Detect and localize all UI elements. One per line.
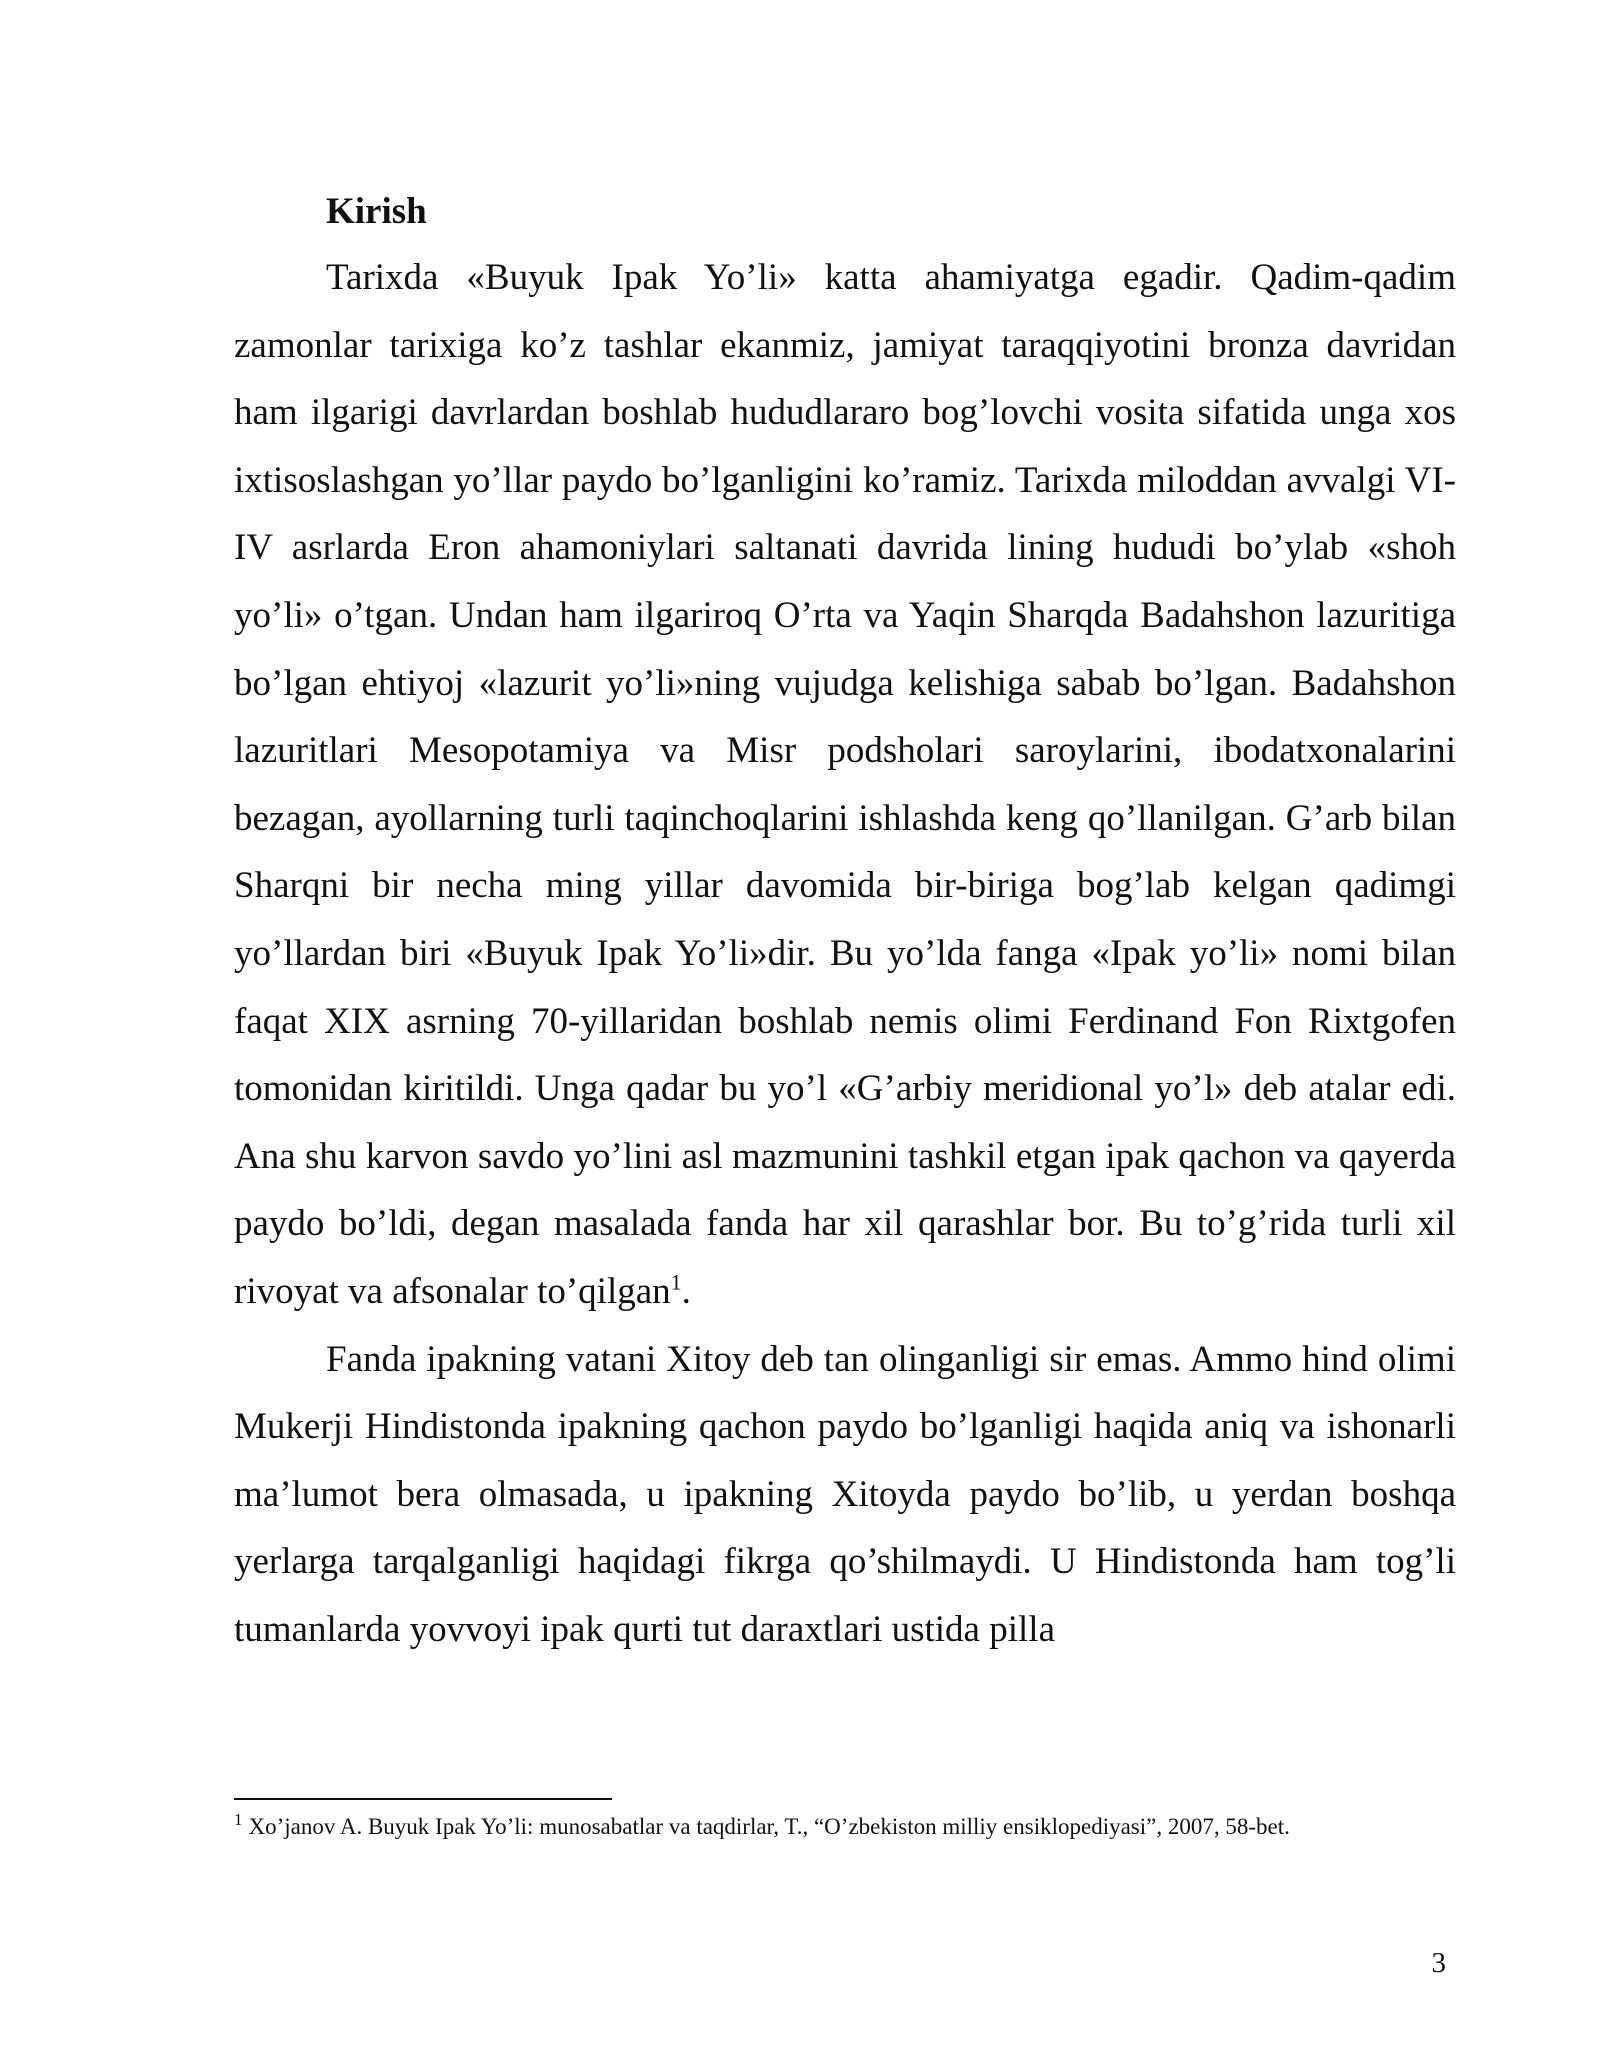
footnote [234, 1810, 1474, 1844]
body-text [234, 180, 1456, 1663]
footnote-reference[interactable]: 1 [670, 1269, 682, 1295]
footnote-text: Xo’janov A. Buyuk Ipak Yo’li: munosabatlar va taqdirlar, T., “O’zbekiston milliy ensiklopediyasi”, 2007, 58-bet. [248, 1814, 1290, 1839]
paragraph-2-text: Fanda ipakning vatani Xitoy deb tan olinganligi sir emas. Ammo hind olimi Mukerji Hindistonda ipakning qachon paydo bo’lganligi haqida aniq va ishonarli ma’lumot bera olmasada, u ipakning Xitoyda paydo bo’lib, u yerdan boshqa yerlarga tarqalganligi haqidagi fikrga qo’shilmaydi. U Hindistonda ham tog’li tumanlarda yovvoyi ipak qurti tut daraxtlari ustida pilla [234, 1338, 1456, 1650]
footnote-mark: 1 [234, 1810, 243, 1830]
page-number: 3 [1431, 1947, 1446, 1979]
paragraph-1-tail: . [681, 1270, 691, 1312]
paragraph-1-text: Tarixda «Buyuk Ipak Yo’li» katta ahamiyatga egadir. Qadim-qadim zamonlar tarixiga ko’z tashlar ekanmiz, jamiyat taraqqiyotini bronza davridan ham ilgarigi davrlardan boshlab hududlararo bog’lovchi vosita sifatida unga xos ixtisoslashgan yo’llar paydo bo’lganligini ko’ramiz. Tarixda miloddan avvalgi VI-IV asrlarda Eron ahamoniylari saltanati davrida lining hududi bo’ylab «shoh yo’li» o’tgan. Undan ham ilgariroq O’rta va Yaqin Sharqda Badahshon lazuritiga bo’lgan ehtiyoj «lazurit yo’li»ning vujudga kelishiga sabab bo’lgan. Badahshon lazuritlari Mesopotamiya va Misr podsholari saroylarini, ibodatxonalarini bezagan, ayollarning turli taqinchoqlarini ishlashda keng qo’llanilgan. G’arb bilan Sharqni bir necha ming yillar davomida bir-biriga bog’lab kelgan qadimgi yo’llardan biri «Buyuk Ipak Yo’li»dir. Bu yo’lda fanga «Ipak yo’li» nomi bilan faqat XIX asrning 70-yillaridan boshlab nemis olimi Ferdinand Fon Rixtgofen tomonidan kiritildi. Unga qadar bu yo’l «G’arbiy meridional yo’l» deb atalar edi. Ana shu karvon savdo yo’lini asl mazmunini tashkil etgan ipak qachon va qayerda paydo bo’ldi, degan masalada fanda har xil qarashlar bor. Bu to’g’rida turli xil rivoyat va afsonalar to’qilgan [234, 257, 1456, 1312]
paragraph-2 [234, 1326, 1456, 1664]
footnote-separator [234, 1798, 612, 1800]
section-heading: Kirish [326, 191, 427, 232]
paragraph-1 [234, 244, 1456, 1326]
